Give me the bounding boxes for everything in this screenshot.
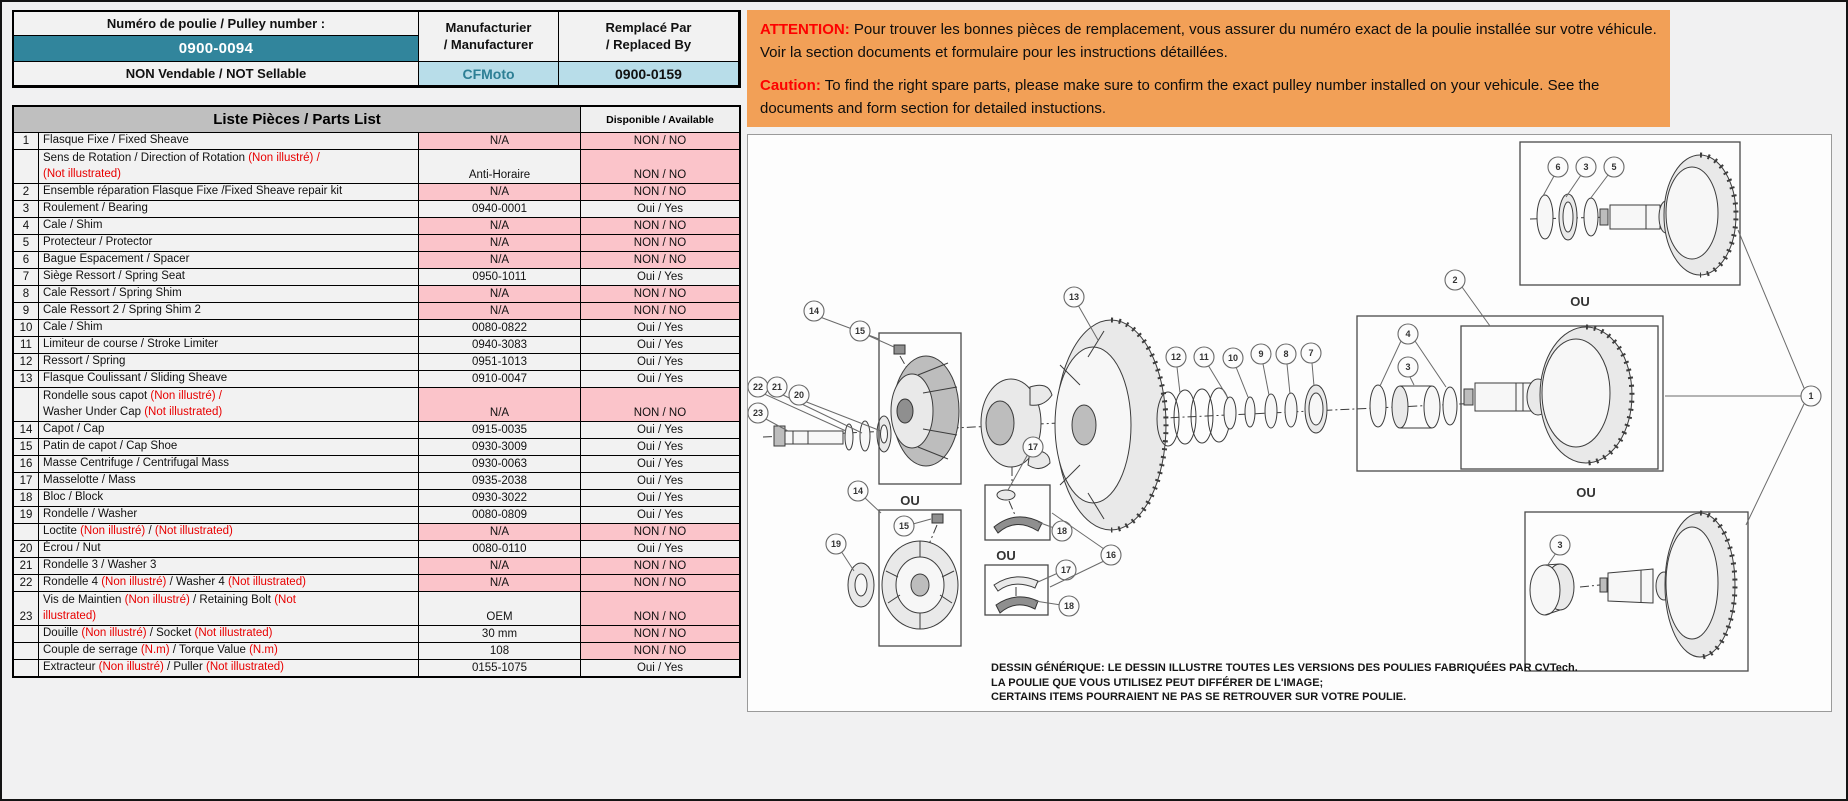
availability-cell: Oui / Yes bbox=[581, 540, 739, 557]
availability-cell: Oui / Yes bbox=[581, 506, 739, 523]
table-row bbox=[14, 149, 739, 183]
row-number-cell: 5 bbox=[14, 234, 39, 251]
svg-text:1: 1 bbox=[1808, 391, 1814, 401]
availability-cell: NON / NO bbox=[581, 149, 739, 183]
part-name-cell: Bague Espacement / Spacer bbox=[39, 251, 419, 268]
part-name-cell: Ensemble réparation Flasque Fixe /Fixed Sheave repair kit bbox=[39, 183, 419, 200]
part-number-cell: 0080-0110 bbox=[419, 540, 581, 557]
row-number-cell: 18 bbox=[14, 489, 39, 506]
ou-label-mass: OU bbox=[996, 548, 1016, 563]
row-number-cell: 15 bbox=[14, 438, 39, 455]
row-number-cell: 19 bbox=[14, 506, 39, 523]
availability-cell: Oui / Yes bbox=[581, 319, 739, 336]
part-number-cell: 0930-0063 bbox=[419, 455, 581, 472]
table-row bbox=[14, 268, 739, 285]
availability-cell: NON / NO bbox=[581, 574, 739, 591]
callout-15-upper bbox=[850, 321, 894, 347]
callout-13 bbox=[1064, 287, 1098, 340]
svg-text:11: 11 bbox=[1199, 352, 1209, 362]
availability-cell: NON / NO bbox=[581, 183, 739, 200]
pulley-number-label: Numéro de poulie / Pulley number : bbox=[14, 12, 419, 36]
table-row bbox=[14, 540, 739, 557]
svg-text:18: 18 bbox=[1063, 601, 1075, 611]
mass-option2-drawing bbox=[994, 577, 1038, 613]
availability-cell: NON / NO bbox=[581, 251, 739, 268]
part-name-cell: Limiteur de course / Stroke Limiter bbox=[39, 336, 419, 353]
part-name-cell: Rondelle 3 / Washer 3 bbox=[39, 557, 419, 574]
svg-text:15: 15 bbox=[854, 326, 866, 336]
availability-cell: NON / NO bbox=[581, 523, 739, 540]
availability-cell: Oui / Yes bbox=[581, 268, 739, 285]
table-row bbox=[14, 472, 739, 489]
table-row bbox=[14, 659, 739, 676]
part-name-cell: Rondelle / Washer bbox=[39, 506, 419, 523]
svg-text:17: 17 bbox=[1060, 565, 1072, 575]
part-number-cell: 0935-2038 bbox=[419, 472, 581, 489]
part-number-cell: OEM bbox=[419, 591, 581, 625]
svg-text:13: 13 bbox=[1068, 292, 1080, 302]
row-number-cell: 20 bbox=[14, 540, 39, 557]
part-name-cell: Siège Ressort / Spring Seat bbox=[39, 268, 419, 285]
table-row bbox=[14, 421, 739, 438]
availability-cell: NON / NO bbox=[581, 285, 739, 302]
row-number-cell: 9 bbox=[14, 302, 39, 319]
table-row bbox=[14, 200, 739, 217]
mass-option1-drawing bbox=[994, 490, 1042, 533]
availability-cell: NON / NO bbox=[581, 302, 739, 319]
svg-text:22: 22 bbox=[752, 382, 764, 392]
row-number-cell: 4 bbox=[14, 217, 39, 234]
row-number-cell bbox=[14, 149, 39, 183]
row-number-cell bbox=[14, 625, 39, 642]
svg-text:20: 20 bbox=[793, 390, 805, 400]
table-row bbox=[14, 506, 739, 523]
parts-list-table bbox=[12, 105, 741, 678]
table-row bbox=[14, 625, 739, 642]
attention-text-en: To find the right spare parts, please make sure to confirm the exact pulley number installed on your vehicule. See the documents and form section for detailed instuctions. bbox=[760, 77, 1600, 117]
callout-15-lower bbox=[894, 516, 931, 536]
part-name-cell: Couple de serrage (N.m) / Torque Value (N.m) bbox=[39, 642, 419, 659]
part-number-cell: Anti-Horaire bbox=[419, 149, 581, 183]
part-name-cell: Écrou / Nut bbox=[39, 540, 419, 557]
sellable-status: NON Vendable / NOT Sellable bbox=[14, 62, 419, 86]
part-number-cell: N/A bbox=[419, 217, 581, 234]
availability-cell: NON / NO bbox=[581, 387, 739, 421]
replaced-by-header-line1: Remplacé Par bbox=[605, 19, 692, 35]
ou-label-right-top: OU bbox=[1570, 294, 1590, 309]
callout-14-lower bbox=[848, 481, 881, 513]
part-number-cell: N/A bbox=[419, 183, 581, 200]
svg-text:23: 23 bbox=[752, 408, 764, 418]
row-number-cell bbox=[14, 659, 39, 676]
svg-text:17: 17 bbox=[1027, 442, 1039, 452]
sliding-sheave-drawing bbox=[1055, 320, 1166, 530]
svg-text:3: 3 bbox=[1583, 162, 1589, 172]
pulley-info-table bbox=[12, 10, 741, 88]
part-number-cell: 30 mm bbox=[419, 625, 581, 642]
svg-text:6: 6 bbox=[1555, 162, 1561, 172]
part-number-cell: 0930-3009 bbox=[419, 438, 581, 455]
row-number-cell: 13 bbox=[14, 370, 39, 387]
part-number-cell: 108 bbox=[419, 642, 581, 659]
part-number-cell: N/A bbox=[419, 285, 581, 302]
availability-cell: Oui / Yes bbox=[581, 489, 739, 506]
part-number-cell: 0080-0809 bbox=[419, 506, 581, 523]
diagram-note-line2: LA POULIE QUE VOUS UTILISEZ PEUT DIFFÉRER DE L'IMAGE; bbox=[991, 677, 1324, 689]
manufacturer-header-line2: / Manufacturer bbox=[443, 36, 534, 52]
attention-label-fr: ATTENTION: bbox=[760, 21, 850, 38]
row-number-cell: 14 bbox=[14, 421, 39, 438]
part-number-cell: 0155-1075 bbox=[419, 659, 581, 676]
svg-text:21: 21 bbox=[771, 382, 783, 392]
part-name-cell: Cale / Shim bbox=[39, 217, 419, 234]
part-number-cell: 0940-3083 bbox=[419, 336, 581, 353]
table-row bbox=[14, 438, 739, 455]
row-number-cell: 17 bbox=[14, 472, 39, 489]
table-row bbox=[14, 370, 739, 387]
part-name-cell: Cale Ressort 2 / Spring Shim 2 bbox=[39, 302, 419, 319]
sheave-shaft-drawing bbox=[1464, 327, 1632, 463]
table-row bbox=[14, 642, 739, 659]
svg-text:3: 3 bbox=[1405, 362, 1411, 372]
mass-option1-box bbox=[985, 485, 1050, 540]
ou-label-left: OU bbox=[900, 493, 920, 508]
part-name-cell: Roulement / Bearing bbox=[39, 200, 419, 217]
availability-cell: NON / NO bbox=[581, 132, 739, 149]
svg-text:18: 18 bbox=[1056, 526, 1068, 536]
part-number-cell: 0950-1011 bbox=[419, 268, 581, 285]
attention-box bbox=[747, 10, 1670, 127]
svg-text:5: 5 bbox=[1611, 162, 1617, 172]
callout-4 bbox=[1380, 324, 1446, 387]
bolt-assembly-drawing bbox=[774, 416, 891, 452]
table-row bbox=[14, 574, 739, 591]
table-row bbox=[14, 387, 739, 421]
replaced-by-value: 0900-0159 bbox=[559, 62, 739, 86]
svg-text:19: 19 bbox=[830, 539, 842, 549]
table-row bbox=[14, 591, 739, 625]
availability-cell: NON / NO bbox=[581, 591, 739, 625]
replaced-by-header bbox=[559, 12, 739, 62]
manufacturer-header bbox=[419, 12, 559, 62]
svg-text:4: 4 bbox=[1405, 329, 1411, 339]
ou-label-right-bottom: OU bbox=[1576, 485, 1596, 500]
table-row bbox=[14, 302, 739, 319]
availability-cell: NON / NO bbox=[581, 642, 739, 659]
svg-text:8: 8 bbox=[1283, 349, 1289, 359]
availability-cell: Oui / Yes bbox=[581, 200, 739, 217]
table-row bbox=[14, 557, 739, 574]
parts-rows bbox=[14, 132, 739, 676]
part-name-cell: Rondelle 4 (Non illustré) / Washer 4 (Not illustrated) bbox=[39, 574, 419, 591]
svg-text:12: 12 bbox=[1170, 352, 1182, 362]
svg-text:3: 3 bbox=[1557, 540, 1563, 550]
pulley-number-value: 0900-0094 bbox=[14, 36, 419, 62]
part-number-cell: 0080-0822 bbox=[419, 319, 581, 336]
part-number-cell: N/A bbox=[419, 574, 581, 591]
part-number-cell: N/A bbox=[419, 132, 581, 149]
table-row bbox=[14, 319, 739, 336]
availability-cell: Oui / Yes bbox=[581, 455, 739, 472]
part-name-cell: Bloc / Block bbox=[39, 489, 419, 506]
row-number-cell: 12 bbox=[14, 353, 39, 370]
table-row bbox=[14, 234, 739, 251]
parts-list-header bbox=[14, 107, 739, 132]
pulley-diagram-svg bbox=[748, 135, 1831, 711]
table-row bbox=[14, 353, 739, 370]
part-name-cell: Flasque Coulissant / Sliding Sheave bbox=[39, 370, 419, 387]
part-name-cell: Ressort / Spring bbox=[39, 353, 419, 370]
callout-3-middle bbox=[1398, 357, 1418, 385]
table-row bbox=[14, 132, 739, 149]
part-name-cell: Cale / Shim bbox=[39, 319, 419, 336]
exploded-diagram bbox=[747, 134, 1832, 712]
row-number-cell bbox=[14, 523, 39, 540]
part-name-cell: Cale Ressort / Spring Shim bbox=[39, 285, 419, 302]
availability-cell: Oui / Yes bbox=[581, 336, 739, 353]
part-number-cell: N/A bbox=[419, 557, 581, 574]
part-number-cell: 0910-0047 bbox=[419, 370, 581, 387]
part-name-cell: Masselotte / Mass bbox=[39, 472, 419, 489]
callout-17b bbox=[1038, 560, 1076, 582]
part-name-cell: Capot / Cap bbox=[39, 421, 419, 438]
manufacturer-header-line1: Manufacturier bbox=[445, 19, 532, 35]
part-number-cell: 0915-0035 bbox=[419, 421, 581, 438]
part-name-cell: Vis de Maintien (Non illustré) / Retaining Bolt (Not illustrated) bbox=[39, 591, 419, 625]
table-row bbox=[14, 523, 739, 540]
attention-paragraph-en bbox=[760, 75, 1657, 120]
parts-list-title: Liste Pièces / Parts List bbox=[14, 107, 581, 132]
availability-cell: Oui / Yes bbox=[581, 438, 739, 455]
part-name-cell: Masse Centrifuge / Centrifugal Mass bbox=[39, 455, 419, 472]
svg-text:16: 16 bbox=[1105, 550, 1117, 560]
svg-text:10: 10 bbox=[1227, 353, 1239, 363]
callout-18b bbox=[1035, 596, 1079, 616]
row-number-cell: 6 bbox=[14, 251, 39, 268]
shims-and-bearing-drawing bbox=[1224, 385, 1327, 433]
callout-7 bbox=[1301, 343, 1321, 386]
part-number-cell: N/A bbox=[419, 234, 581, 251]
part-number-cell: N/A bbox=[419, 251, 581, 268]
callout-18a bbox=[1038, 521, 1072, 541]
part-name-cell: Patin de capot / Cap Shoe bbox=[39, 438, 419, 455]
row-number-cell: 10 bbox=[14, 319, 39, 336]
availability-cell: NON / NO bbox=[581, 625, 739, 642]
availability-cell: Oui / Yes bbox=[581, 659, 739, 676]
diagram-note-line3: CERTAINS ITEMS POURRAIENT NE PAS SE RETROUVER SUR VOTRE POULIE. bbox=[991, 691, 1407, 703]
callout-12 bbox=[1166, 347, 1186, 393]
callout-9 bbox=[1251, 344, 1271, 395]
available-column-header: Disponible / Available bbox=[581, 107, 739, 132]
part-number-cell: 0951-1013 bbox=[419, 353, 581, 370]
row-number-cell: 21 bbox=[14, 557, 39, 574]
part-name-cell: Douille (Non illustré) / Socket (Not illustrated) bbox=[39, 625, 419, 642]
replaced-by-header-line2: / Replaced By bbox=[605, 36, 692, 52]
svg-text:14: 14 bbox=[808, 306, 820, 316]
row-number-cell bbox=[14, 387, 39, 421]
attention-label-en: Caution: bbox=[760, 77, 821, 94]
callout-19 bbox=[826, 534, 854, 571]
part-number-cell: N/A bbox=[419, 387, 581, 421]
table-row bbox=[14, 217, 739, 234]
table-row bbox=[14, 251, 739, 268]
centrifugal-mass-drawing bbox=[981, 379, 1052, 469]
callout-2 bbox=[1445, 270, 1490, 326]
table-row bbox=[14, 455, 739, 472]
part-name-cell: Extracteur (Non illustré) / Puller (Not illustrated) bbox=[39, 659, 419, 676]
part-name-cell: Rondelle sous capot (Non illustré) / Washer Under Cap (Not illustrated) bbox=[39, 387, 419, 421]
cap-option1-drawing bbox=[891, 345, 959, 466]
svg-text:9: 9 bbox=[1258, 349, 1264, 359]
table-row bbox=[14, 183, 739, 200]
part-number-cell: 0940-0001 bbox=[419, 200, 581, 217]
row-number-cell: 8 bbox=[14, 285, 39, 302]
part-name-cell: Protecteur / Protector bbox=[39, 234, 419, 251]
availability-cell: Oui / Yes bbox=[581, 472, 739, 489]
row-number-cell: 22 bbox=[14, 574, 39, 591]
row-number-cell: 23 bbox=[14, 591, 39, 625]
callout-6 bbox=[1543, 157, 1568, 196]
availability-cell: Oui / Yes bbox=[581, 370, 739, 387]
part-number-cell: N/A bbox=[419, 523, 581, 540]
availability-cell: Oui / Yes bbox=[581, 421, 739, 438]
manufacturer-value: CFMoto bbox=[419, 62, 559, 86]
table-row bbox=[14, 285, 739, 302]
callout-3-top bbox=[1566, 157, 1596, 197]
row-number-cell: 11 bbox=[14, 336, 39, 353]
row-number-cell: 7 bbox=[14, 268, 39, 285]
row-number-cell bbox=[14, 642, 39, 659]
part-number-cell: N/A bbox=[419, 302, 581, 319]
attention-text-fr: Pour trouver les bonnes pièces de remplacement, vous assurer du numéro exact de la poulie installée sur votre véhicule. Voir la section documents et formulaire pour les instructions détaillées. bbox=[760, 21, 1657, 61]
attention-paragraph-fr bbox=[760, 19, 1657, 64]
callout-3-bottom bbox=[1547, 535, 1570, 566]
callout-10 bbox=[1223, 348, 1248, 397]
part-name-cell: Sens de Rotation / Direction of Rotation (Non illustré) / (Not illustrated) bbox=[39, 149, 419, 183]
table-row bbox=[14, 336, 739, 353]
callout-1 bbox=[1665, 230, 1821, 525]
svg-text:7: 7 bbox=[1308, 348, 1314, 358]
svg-text:2: 2 bbox=[1452, 275, 1458, 285]
callout-8 bbox=[1276, 344, 1296, 394]
row-number-cell: 3 bbox=[14, 200, 39, 217]
row-number-cell: 1 bbox=[14, 132, 39, 149]
availability-cell: Oui / Yes bbox=[581, 353, 739, 370]
part-name-cell: Loctite (Non illustré) / (Not illustrated) bbox=[39, 523, 419, 540]
svg-text:15: 15 bbox=[898, 521, 910, 531]
availability-cell: NON / NO bbox=[581, 557, 739, 574]
part-name-cell: Flasque Fixe / Fixed Sheave bbox=[39, 132, 419, 149]
availability-cell: NON / NO bbox=[581, 234, 739, 251]
table-row bbox=[14, 489, 739, 506]
part-number-cell: 0930-3022 bbox=[419, 489, 581, 506]
availability-cell: NON / NO bbox=[581, 217, 739, 234]
row-number-cell: 16 bbox=[14, 455, 39, 472]
svg-text:14: 14 bbox=[852, 486, 864, 496]
row-number-cell: 2 bbox=[14, 183, 39, 200]
diagram-note-line1: DESSIN GÉNÉRIQUE: LE DESSIN ILLUSTRE TOUTES LES VERSIONS DES POULIES FABRIQUÉES PAR CVTech. bbox=[991, 662, 1578, 674]
